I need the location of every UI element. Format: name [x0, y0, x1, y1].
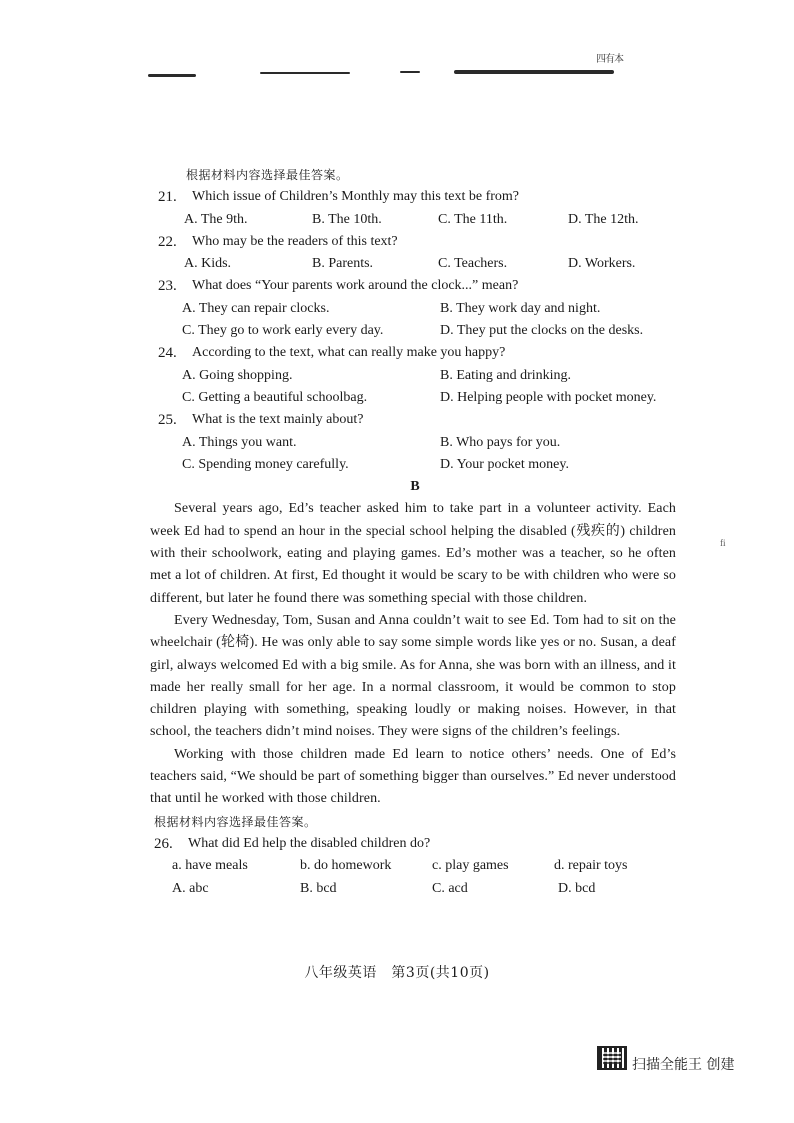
option-b: B. They work day and night.	[440, 300, 601, 316]
sub-option-d: d. repair toys	[554, 858, 628, 874]
option-c: C. They go to work early every day.	[182, 323, 384, 339]
question-number: 23.	[158, 278, 177, 295]
option-c: C. The 11th.	[438, 211, 508, 227]
option-a: A. The 9th.	[184, 211, 248, 227]
option-c: C. Getting a beautiful schoolbag.	[182, 389, 368, 405]
question-24	[150, 342, 680, 409]
header-mark: 四有本	[596, 54, 623, 65]
passage-paragraph: Every Wednesday, Tom, Susan and Anna couldn’t wait to see Ed. Tom had to sit on the wheelchair (轮椅). He was only able to say some simple words like yes or no. Susan, a deaf girl, always welcomed Ed with a big smile. As for Anna, she was born with an illness, and it made her really small for her age. In a normal classroom, it would be common to stop children playing with something, speaking loudly or making noises. However, in that school, the teachers didn’t mind noises. They were signs of the children’s feelings.	[150, 612, 676, 740]
instruction: 根据材料内容选择最佳答案。	[154, 814, 317, 829]
question-text: According to the text, what can really make you happy?	[192, 345, 506, 361]
page-footer: 八年级英语 第3页(共10页)	[304, 965, 490, 981]
option-a: A. They can repair clocks.	[182, 300, 330, 316]
scan-artifact-line	[400, 71, 420, 73]
passage-paragraph: Several years ago, Ed’s teacher asked him to take part in a volunteer activity. Each week Ed had to spend an hour in the special school helping the disabled (残疾的) children with their schoolwork, eating and playing games. Ed’s mother was a teacher, so he often met a lot of children. At first, Ed thought it would be scary to be with children who were so different, but later he found there was something special with those children.	[150, 501, 676, 606]
question-number: 21.	[158, 189, 177, 206]
option-a: A. Kids.	[184, 256, 232, 272]
sub-option-c: c. play games	[432, 858, 509, 874]
question-23	[150, 275, 680, 342]
scan-artifact-line	[454, 70, 614, 74]
question-text: Which issue of Children’s Monthly may this text be from?	[192, 189, 520, 205]
qr-code-icon	[597, 1046, 627, 1070]
option-c: C. Teachers.	[438, 256, 508, 272]
question-text: What did Ed help the disabled children do?	[188, 835, 431, 851]
passage-paragraph: Working with those children made Ed learn to notice others’ needs. One of Ed’s teachers said, “We should be part of something bigger than ourselves.” Ed never understood that until he worked with those children.	[150, 746, 676, 807]
scan-artifact-line	[148, 74, 196, 77]
option-c: C. Spending money carefully.	[182, 456, 349, 472]
option-d: D. Helping people with pocket money.	[440, 389, 657, 405]
option-d: D. Your pocket money.	[440, 456, 569, 472]
option-a: A. Things you want.	[182, 434, 297, 450]
option-c: C. acd	[432, 880, 468, 896]
option-d: D. Workers.	[568, 256, 636, 272]
question-26	[150, 833, 680, 900]
question-text: What is the text mainly about?	[192, 412, 364, 428]
question-22	[150, 231, 680, 276]
question-number: 24.	[158, 345, 177, 362]
scan-artifact-line	[260, 72, 350, 74]
margin-note: fi	[720, 538, 726, 548]
sub-option-a: a. have meals	[172, 858, 248, 874]
question-text: Who may be the readers of this text?	[192, 233, 398, 249]
option-b: B. Eating and drinking.	[440, 367, 572, 383]
option-d: D. The 12th.	[568, 211, 639, 227]
question-number: 25.	[158, 412, 177, 429]
sub-option-b: b. do homework	[300, 858, 392, 874]
question-number: 22.	[158, 233, 177, 250]
question-25	[150, 409, 680, 476]
option-b: B. bcd	[300, 880, 337, 896]
option-b: B. The 10th.	[312, 211, 382, 227]
question-21	[150, 186, 680, 231]
question-number: 26.	[154, 835, 173, 852]
option-d: D. bcd	[558, 880, 596, 896]
question-text: What does “Your parents work around the clock...” mean?	[192, 278, 519, 294]
instruction: 根据材料内容选择最佳答案。	[186, 168, 349, 182]
scanner-watermark: 扫描全能王 创建	[632, 1057, 735, 1073]
section-b-title: B	[410, 479, 420, 495]
option-b: B. Parents.	[312, 256, 374, 272]
option-a: A. abc	[172, 880, 209, 896]
exam-page	[150, 164, 680, 900]
option-b: B. Who pays for you.	[440, 434, 561, 450]
option-d: D. They put the clocks on the desks.	[440, 323, 644, 339]
option-a: A. Going shopping.	[182, 367, 293, 383]
